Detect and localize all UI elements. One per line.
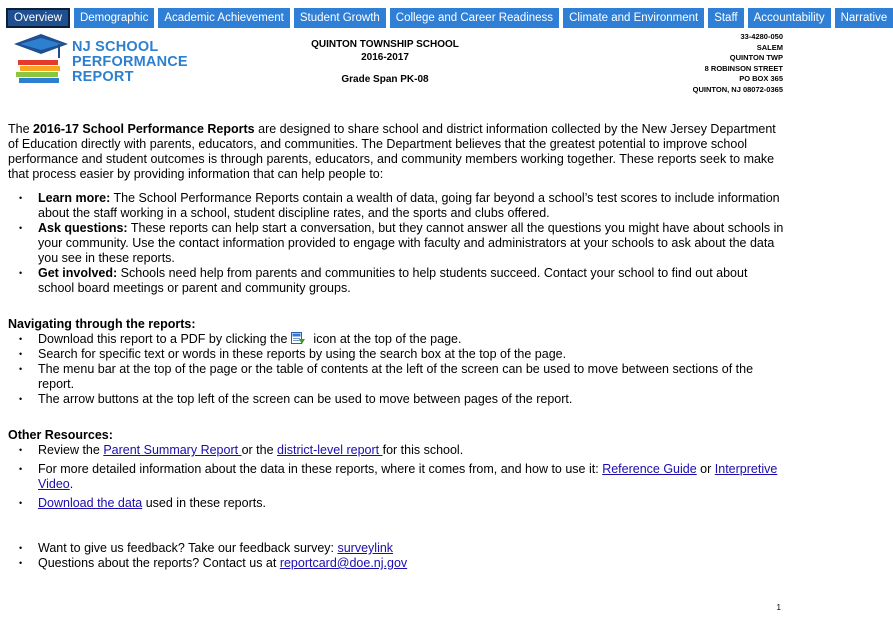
feedback-list (8, 541, 786, 571)
list-item: • For more detailed information about the data in these reports, where it comes from, and how to use it: Reference Guide or Interpretive Video. (38, 462, 786, 492)
list-item: • Questions about the reports? Contact us at reportcard@doe.nj.gov (38, 556, 786, 571)
city-state-zip: QUINTON, NJ 08072-0365 (692, 84, 783, 94)
school-year: 2016-2017 (361, 52, 409, 63)
download-data-link[interactable]: Download the data (38, 496, 143, 510)
overview-content (8, 122, 786, 571)
tab-accountability[interactable]: Accountability (748, 8, 831, 28)
district: QUINTON TWP (729, 53, 783, 62)
nj-school-performance-report-logo (12, 30, 188, 86)
tab-narrative[interactable]: Narrative (835, 8, 893, 28)
school-code: 33-4280-050 (740, 32, 783, 41)
tab-academic-achievement[interactable]: Academic Achievement (158, 8, 290, 28)
survey-link[interactable]: surveylink (337, 541, 394, 555)
page-number: 1 (776, 603, 781, 612)
intro-paragraph: The 2016-17 School Performance Reports are designed to share school and district information collected by the New Jersey Department of Education directly with parents, educators, and communities. The Department believes that the greatest potential to improve school performance and student outcomes is through parents, educators, and community members working together. These reports seek to make that process easier by providing information that can help people to: (8, 122, 776, 181)
navigating-list (8, 332, 786, 407)
district-level-report-link[interactable]: district-level report (277, 443, 383, 457)
tab-student-growth[interactable]: Student Growth (294, 8, 386, 28)
list-item: • Download this report to a PDF by clicking the icon at the top of the page. (38, 332, 786, 347)
list-item: • Search for specific text or words in these reports by using the search box at the top of the page. (38, 347, 786, 362)
street: 8 ROBINSON STREET (704, 63, 783, 73)
intro-bold: 2016-17 School Performance Reports (33, 122, 255, 136)
interpretive-video-link[interactable]: Interpretive Video (38, 462, 778, 491)
parent-summary-report-link[interactable]: Parent Summary Report (103, 443, 242, 457)
school-header (240, 38, 530, 86)
logo-line-3: REPORT (72, 69, 134, 85)
list-item: • Get involved: Schools need help from parents and communities to help students succeed. Contact your school to find out about school board meetings or parent and community groups. (38, 266, 786, 296)
school-name: QUINTON TOWNSHIP SCHOOL (311, 39, 459, 50)
list-item: • The arrow buttons at the top left of the screen can be used to move between pages of the report. (38, 392, 786, 407)
navigating-heading: Navigating through the reports: (8, 317, 196, 331)
pdf-download-icon[interactable] (291, 332, 305, 345)
reference-guide-link[interactable]: Reference Guide (602, 462, 697, 476)
list-item: • The menu bar at the top of the page or the table of contents at the left of the screen can be used to move between sections of the report. (38, 362, 786, 392)
tab-demographic[interactable]: Demographic (74, 8, 154, 28)
county: SALEM (756, 42, 783, 52)
tab-overview[interactable]: Overview (6, 8, 70, 28)
stacked-books-icon (12, 30, 70, 86)
list-item: • Review the Parent Summary Report or the district-level report for this school. (38, 443, 786, 458)
po-box: PO BOX 365 (739, 74, 783, 83)
tab-staff[interactable]: Staff (708, 8, 743, 28)
grade-span: Grade Span PK-08 (341, 74, 429, 85)
tab-bar (6, 8, 893, 28)
purpose-list (8, 191, 786, 296)
resources-list (8, 443, 786, 511)
logo-line-1: NJ SCHOOL (72, 39, 159, 55)
list-item: • Download the data used in these reports. (38, 496, 786, 511)
list-item: • Ask questions: These reports can help start a conversation, but they cannot answer all the questions you might have about schools in your community. Use the contact information provided to engage with faculty and administrators at your schools to ask about the data you see in these reports. (38, 221, 786, 266)
tab-climate-and-environment[interactable]: Climate and Environment (563, 8, 704, 28)
resources-heading: Other Resources: (8, 428, 113, 442)
tab-college-and-career-readiness[interactable]: College and Career Readiness (390, 8, 559, 28)
school-address (693, 32, 783, 95)
logo-line-2: PERFORMANCE (72, 54, 188, 70)
list-item: • Want to give us feedback? Take our feedback survey: surveylink (38, 541, 786, 556)
contact-email-link[interactable]: reportcard@doe.nj.gov (279, 556, 408, 570)
list-item: • Learn more: The School Performance Reports contain a wealth of data, going far beyond a school’s test scores to include information about the staff working in a school, student discipline rates, and the sports and clubs offered. (38, 191, 786, 221)
